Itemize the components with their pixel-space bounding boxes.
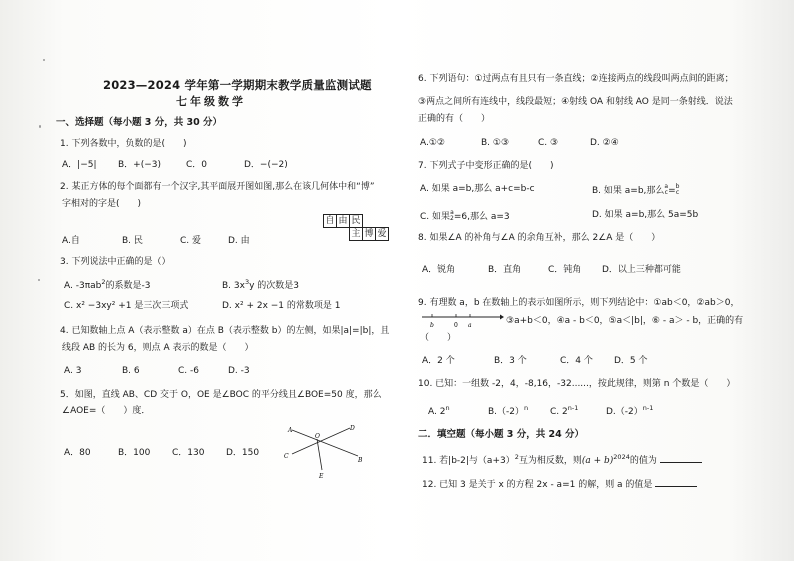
net-cell: 民 — [349, 214, 363, 228]
q5-option-c: C．130 — [172, 448, 205, 458]
scan-speck — [43, 59, 45, 61]
exam-subtitle: 七年级数学 — [176, 95, 246, 108]
q6-option-b: B. ①③ — [481, 138, 510, 148]
question-9-line3: （ ） — [420, 333, 457, 343]
label-c: C — [284, 453, 289, 460]
q1-option-b: B．+(−3) — [118, 160, 162, 170]
q7-option-d: D. 如果 a=b,那么 5a=5b — [592, 210, 699, 220]
q3-option-c: C. x² −3xy² +1 是三次三项式 — [64, 301, 189, 311]
q3-option-a: A. -3πab$^2$的系数是-3 — [64, 278, 151, 291]
question-11: 11. 若|b-2|与$(a+3)^2$互为相反数，则$(a + b)^{2024}$的值为 — [422, 452, 702, 467]
q10-option-b: $B.(-2)^n$ — [488, 404, 529, 417]
q10-option-c: C. 2$^{n-1}$ — [550, 404, 579, 417]
q2-option-c: C. 爱 — [180, 236, 202, 246]
section-heading-choice: 一、选择题（每小题 3 分，共 30 分） — [56, 117, 223, 128]
axis-arrow — [500, 315, 504, 320]
question-6-line2: ③两点之间所有连线中，线段最短；④射线 OA 和射线 AO 是同一条射线．说法 — [418, 97, 733, 107]
question-9-line2: ③a+b＜0，④a - b＜0，⑤a＜|b|，⑥ - a＞ - b，正确的有 — [506, 316, 744, 326]
q2-option-a: A.自 — [62, 236, 80, 246]
question-5-line2: ∠AOE=（ ）度． — [62, 406, 151, 416]
question-4-line2: 线段 AB 的长为 6，则点 A 表示的数是（ ） — [62, 343, 254, 353]
q9-option-a: A．2 个 — [422, 356, 455, 366]
answer-blank-11[interactable] — [660, 454, 702, 463]
question-6-line1: 6. 下列语句：①过两点有且只有一条直线；②连接两点的线段叫两点间的距离； — [418, 74, 734, 84]
axis-label-b: b — [430, 322, 434, 329]
q4-option-d: D. -3 — [228, 366, 250, 376]
label-a: A — [288, 427, 293, 434]
net-cell: 由 — [336, 214, 350, 228]
q9-option-c: C．4 个 — [560, 356, 593, 366]
q3-option-b: B. $3x^3y$ 的次数是3 — [222, 278, 300, 291]
axis-label-a: a — [468, 322, 472, 329]
answer-blank-12[interactable] — [655, 478, 697, 487]
number-line-figure — [420, 312, 504, 332]
question-10-stem: 10. 已知：一组数 -2，4，-8,16，-32......，按此规律，则第 n 个数是（ ） — [418, 379, 736, 389]
axis-label-zero: 0 — [454, 322, 458, 329]
question-5-line1: 5．如图，直线 AB、CD 交于 O，OE 是∠BOC 的平分线且∠BOE=50 度，那么 — [60, 390, 382, 400]
question-8-stem: 8. 如果∠A 的补角与∠A 的余角互补，那么 2∠A 是（ ） — [418, 233, 661, 243]
q9-option-d: D．5 个 — [614, 356, 648, 366]
section-heading-fill: 二．填空题（每小题 3 分，共 24 分） — [418, 429, 585, 440]
q2-option-d: D. 由 — [228, 236, 250, 246]
q5-option-b: B．100 — [118, 448, 151, 458]
net-cell: 自 — [323, 214, 337, 228]
question-7-stem: 7. 下列式子中变形正确的是( ) — [418, 161, 554, 171]
q4-option-a: A. 3 — [64, 366, 82, 376]
q8-option-b: B．直角 — [488, 265, 522, 275]
ray-oe — [317, 439, 322, 470]
q6-option-d: D. ②④ — [590, 138, 619, 148]
question-3-stem: 3. 下列说法中正确的是（） — [60, 257, 171, 267]
question-2-stem: 2. 某正方体的每个面都有一个汉字,其平面展开图如图,那么在该几何体中和“博” — [60, 182, 375, 192]
q1-option-a: A．|−5| — [62, 160, 97, 170]
line-cd — [292, 428, 350, 454]
net-cell: 爱 — [375, 227, 389, 241]
question-6-line3: 正确的有（ ） — [418, 114, 491, 124]
label-d: D — [350, 425, 355, 432]
q4-option-b: B. 6 — [122, 366, 140, 376]
question-9-line1: 9. 有理数 a，b 在数轴上的表示如图所示，则下列结论中：①ab＜0，②ab＞0， — [418, 298, 740, 308]
q6-option-c: C. ③ — [538, 138, 559, 148]
q4-option-c: C. -6 — [178, 366, 199, 376]
q5-option-a: A．80 — [64, 448, 91, 458]
label-o: O — [315, 433, 320, 440]
net-cell: 博 — [362, 227, 376, 241]
question-4-line1: 4. 已知数轴上点 A（表示整数 a）在点 B（表示整数 b）的左侧，如果|a|=|b|，且 — [60, 326, 390, 336]
q1-option-c: C．0 — [186, 160, 208, 170]
q7-option-b: B. 如果 a=b,那么a c=b c — [592, 183, 680, 196]
q3-option-d: D. x² + 2x −1 的常数项是 1 — [222, 301, 341, 311]
q9-option-b: B．3 个 — [494, 356, 527, 366]
q8-option-d: D．以上三种都可能 — [602, 265, 681, 275]
q1-option-d: D．−(−2) — [244, 160, 288, 170]
exam-title: 2023—2024 学年第一学期期末教学质量监测试题 — [103, 78, 372, 92]
scan-speck — [38, 279, 40, 281]
q8-option-a: A．锐角 — [422, 265, 456, 275]
q10-option-a: A. 2$^n$ — [428, 404, 450, 417]
q5-option-d: D．150 — [226, 448, 260, 458]
question-12: 12. 已知 3 是关于 x 的方程 2x - a=1 的解，则 a 的值是 — [422, 478, 697, 491]
line-ab — [292, 430, 358, 456]
q8-option-c: C．钝角 — [548, 265, 582, 275]
q7-option-a: A. 如果 a=b,那么 a+c=b-c — [420, 184, 535, 194]
label-e: E — [319, 473, 324, 480]
label-b: B — [358, 457, 363, 464]
intersecting-lines-figure — [282, 424, 366, 480]
question-2-stem-cont: 字相对的字是( ) — [62, 199, 142, 209]
question-1-stem: 1. 下列各数中，负数的是( ) — [60, 139, 187, 149]
q6-option-a: A.①② — [420, 138, 445, 148]
scan-speck — [39, 125, 41, 128]
q10-option-d: $D.(-2)^{n-1}$ — [606, 404, 654, 417]
q7-option-c: C. 如果a 2=6,那么 a=3 — [420, 209, 510, 222]
q2-option-b: B. 民 — [122, 236, 143, 246]
net-cell: 主 — [349, 227, 363, 241]
